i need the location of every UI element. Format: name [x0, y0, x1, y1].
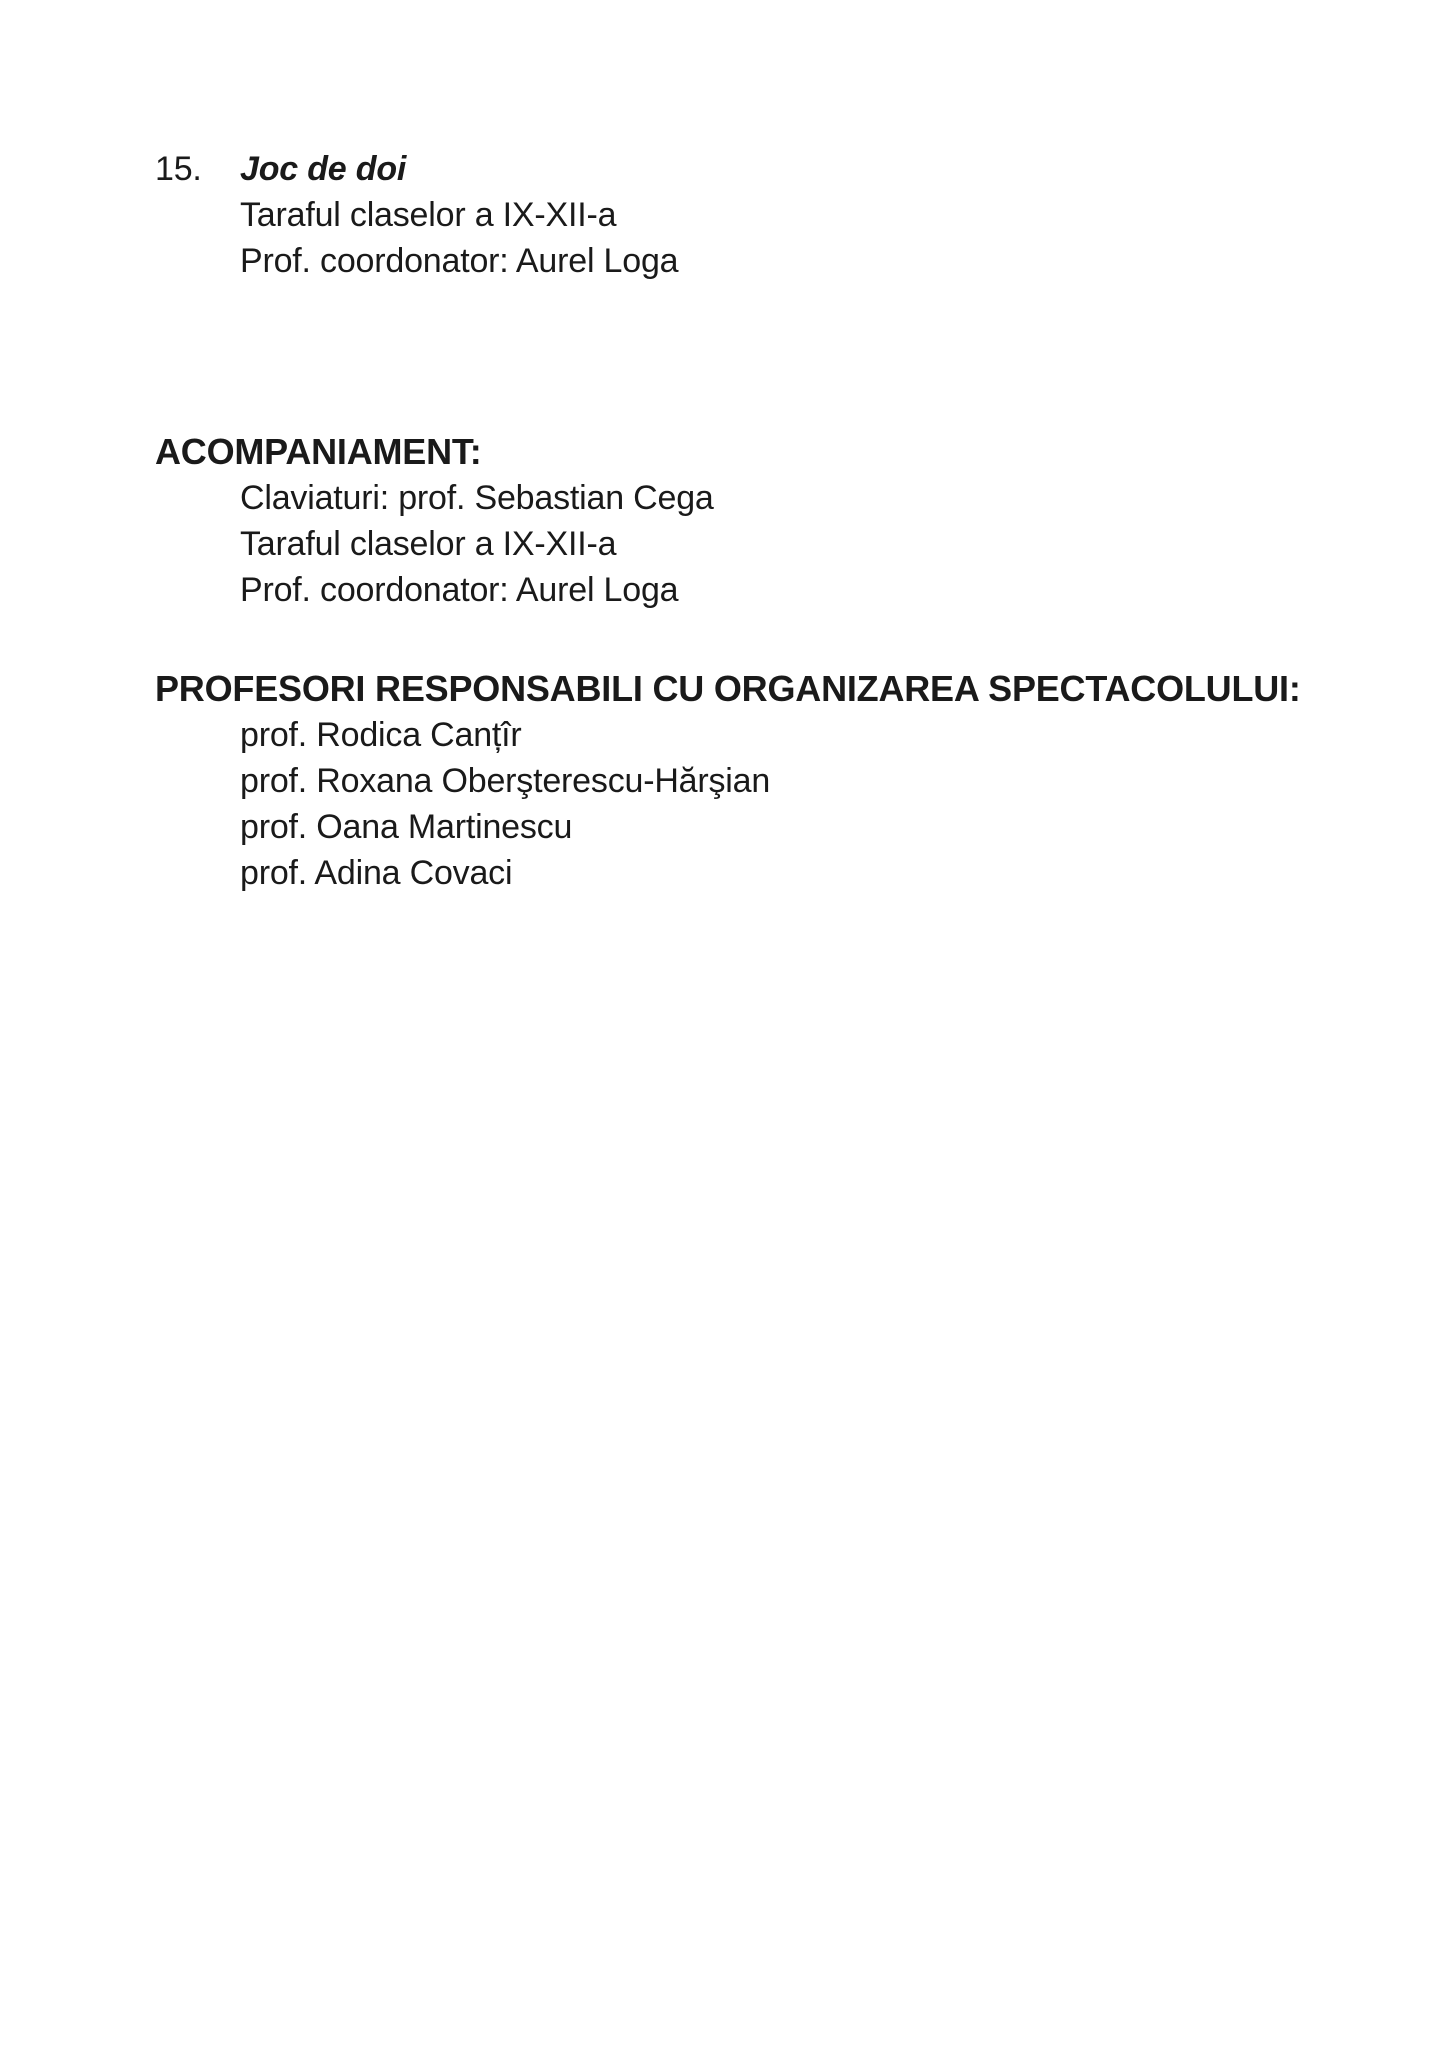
accompaniment-coordinator: Prof. coordonator: Aurel Loga — [240, 571, 679, 609]
organizer-name: prof. Roxana Oberşterescu-Hărşian — [240, 762, 771, 800]
program-item-ensemble: Taraful claselor a IX-XII-a — [240, 196, 617, 234]
organizer-name: prof. Oana Martinescu — [240, 808, 573, 846]
program-item-title: Joc de doi — [240, 150, 407, 188]
organizers-section — [155, 666, 1368, 896]
accompaniment-keyboards: Claviaturi: prof. Sebastian Cega — [240, 479, 714, 517]
accompaniment-ensemble: Taraful claselor a IX-XII-a — [240, 525, 617, 563]
accompaniment-section — [155, 429, 1368, 613]
program-item-coordinator: Prof. coordonator: Aurel Loga — [240, 242, 679, 280]
organizer-name: prof. Rodica Canțîr — [240, 716, 522, 754]
program-item-number: 15. — [155, 150, 202, 188]
program-item-section — [155, 146, 1368, 284]
program-item — [155, 146, 1368, 192]
accompaniment-heading: ACOMPANIAMENT: — [155, 431, 482, 472]
organizers-heading: PROFESORI RESPONSABILI CU ORGANIZAREA SPECTACOLULUI: — [155, 668, 1301, 709]
organizer-name: prof. Adina Covaci — [240, 854, 513, 892]
